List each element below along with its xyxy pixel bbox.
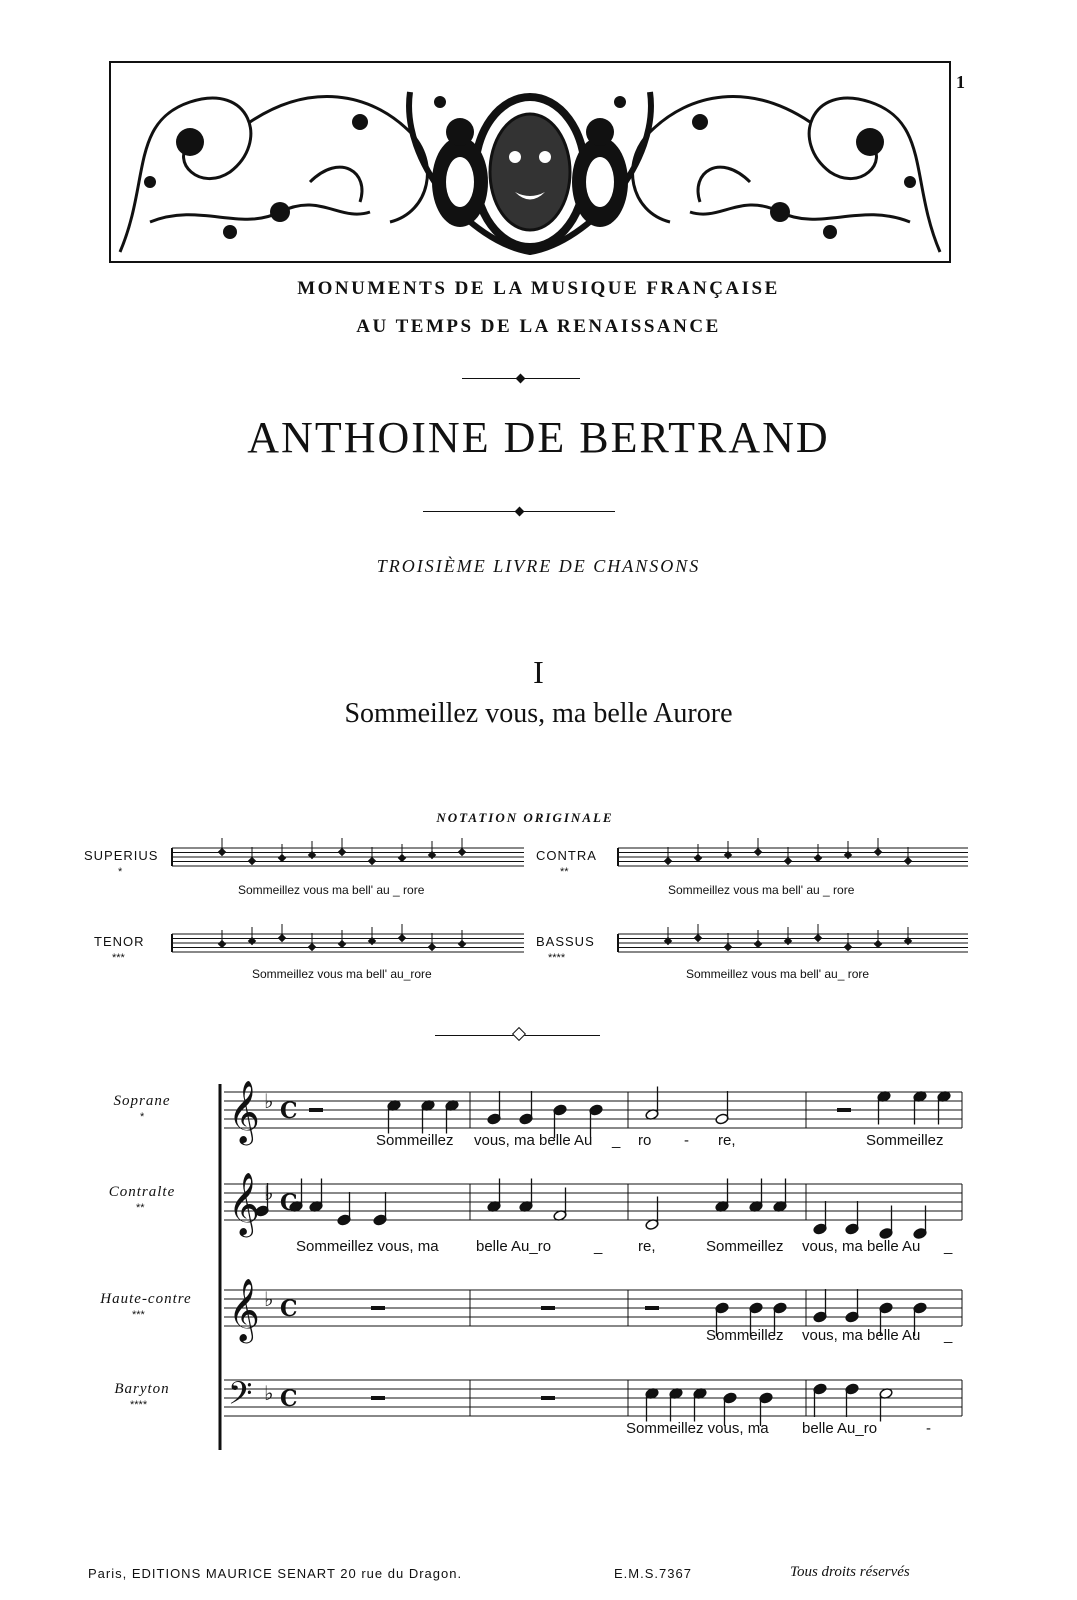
lyric-contralte-7: _: [944, 1238, 953, 1255]
incipit-stars-contra: **: [560, 866, 569, 878]
book-title: TROISIÈME LIVRE DE CHANSONS: [376, 556, 701, 576]
voice-stars-haute-contre: ***: [132, 1309, 145, 1321]
piece-number: I: [533, 654, 544, 690]
lyric-soprane-3: _: [612, 1132, 621, 1149]
voice-stars-soprane: *: [140, 1111, 145, 1123]
lyric-contralte-3: _: [594, 1238, 603, 1255]
lyric-soprane-4: ro: [638, 1132, 652, 1149]
plate-number: E.M.S.7367: [614, 1566, 692, 1581]
treble-clef-icon: 𝄞: [228, 1080, 260, 1143]
lyric-soprane-1: Sommeillez: [376, 1132, 454, 1149]
publisher-line: Paris, EDITIONS MAURICE SENART 20 rue du Dragon.: [88, 1566, 463, 1581]
treble-clef-icon: 𝄞: [228, 1278, 260, 1341]
lyric-baryton-2: belle Au_ro: [802, 1420, 878, 1437]
incipit-stars-bassus: ****: [548, 952, 566, 964]
incipit-stars-tenor: ***: [112, 952, 125, 964]
incipit-lyric-bassus: Sommeillez vous ma bell' au_ rore: [686, 967, 870, 981]
half-rest-icon: [541, 1306, 555, 1310]
incipit-lyric-contra: Sommeillez vous ma bell' au _ rore: [668, 883, 855, 897]
lyric-soprane-2: vous, ma belle Au: [474, 1132, 593, 1149]
voice-stars-contralte: **: [136, 1202, 145, 1214]
lyric-soprane-7: Sommeillez: [866, 1132, 944, 1149]
voice-name-baryton: Baryton: [114, 1381, 170, 1397]
lyric-baryton-1: Sommeillez vous, ma: [626, 1420, 769, 1437]
incipit-stars-superius: *: [118, 866, 123, 878]
half-rest-icon: [837, 1108, 851, 1112]
lyric-soprane-6: re,: [718, 1132, 736, 1149]
incipit-label-superius: SUPERIUS: [84, 848, 159, 863]
lyric-haute-contre-2: vous, ma belle Au: [802, 1327, 921, 1344]
voice-name-soprane: Soprane: [113, 1093, 171, 1109]
incipit-lyric-tenor: Sommeillez vous ma bell' au_rore: [252, 967, 432, 981]
common-time-icon: C: [280, 1296, 298, 1322]
page-number: 1: [956, 72, 965, 92]
common-time-icon: C: [280, 1386, 298, 1412]
lyric-soprane-5: -: [684, 1132, 689, 1149]
lyric-haute-contre-1: Sommeillez: [706, 1327, 784, 1344]
lyric-contralte-4: re,: [638, 1238, 656, 1255]
voice-name-haute-contre: Haute-contre: [100, 1291, 192, 1307]
series-title-line1: MONUMENTS DE LA MUSIQUE FRANÇAISE: [297, 278, 780, 299]
half-rest-icon: [309, 1108, 323, 1112]
lyric-baryton-3: -: [926, 1420, 931, 1437]
composer-name: ANTHOINE DE BERTRAND: [247, 413, 830, 462]
incipit-label-bassus: BASSUS: [536, 934, 595, 949]
incipit-label-contra: CONTRA: [536, 848, 597, 863]
common-time-icon: C: [280, 1190, 298, 1216]
treble-clef-icon: 𝄞: [228, 1172, 260, 1235]
series-title-line2: AU TEMPS DE LA RENAISSANCE: [356, 316, 721, 337]
half-rest-icon: [371, 1306, 385, 1310]
bass-clef-icon: 𝄢: [228, 1375, 253, 1419]
lyric-contralte-2: belle Au_ro: [476, 1238, 552, 1255]
voice-stars-baryton: ****: [130, 1399, 148, 1411]
incipit-label-tenor: TENOR: [94, 934, 145, 949]
voice-name-contralte: Contralte: [108, 1184, 176, 1200]
flat-sign-icon: ♭: [264, 1381, 274, 1405]
notation-heading: NOTATION ORIGINALE: [436, 810, 614, 825]
piece-title: Sommeillez vous, ma belle Aurore: [344, 698, 733, 729]
half-rest-icon: [541, 1396, 555, 1400]
half-rest-icon: [645, 1306, 659, 1310]
flat-sign-icon: ♭: [264, 1089, 274, 1113]
flat-sign-icon: ♭: [264, 1287, 274, 1311]
rights-notice: Tous droits réservés: [790, 1564, 910, 1580]
incipit-lyric-superius: Sommeillez vous ma bell' au _ rore: [238, 883, 425, 897]
common-time-icon: C: [280, 1098, 298, 1124]
half-rest-icon: [371, 1396, 385, 1400]
lyric-contralte-6: vous, ma belle Au: [802, 1238, 921, 1255]
lyric-contralte-5: Sommeillez: [706, 1238, 784, 1255]
flat-sign-icon: ♭: [264, 1181, 274, 1205]
lyric-contralte-1: Sommeillez vous, ma: [296, 1238, 439, 1255]
lyric-haute-contre-3: _: [944, 1327, 953, 1344]
